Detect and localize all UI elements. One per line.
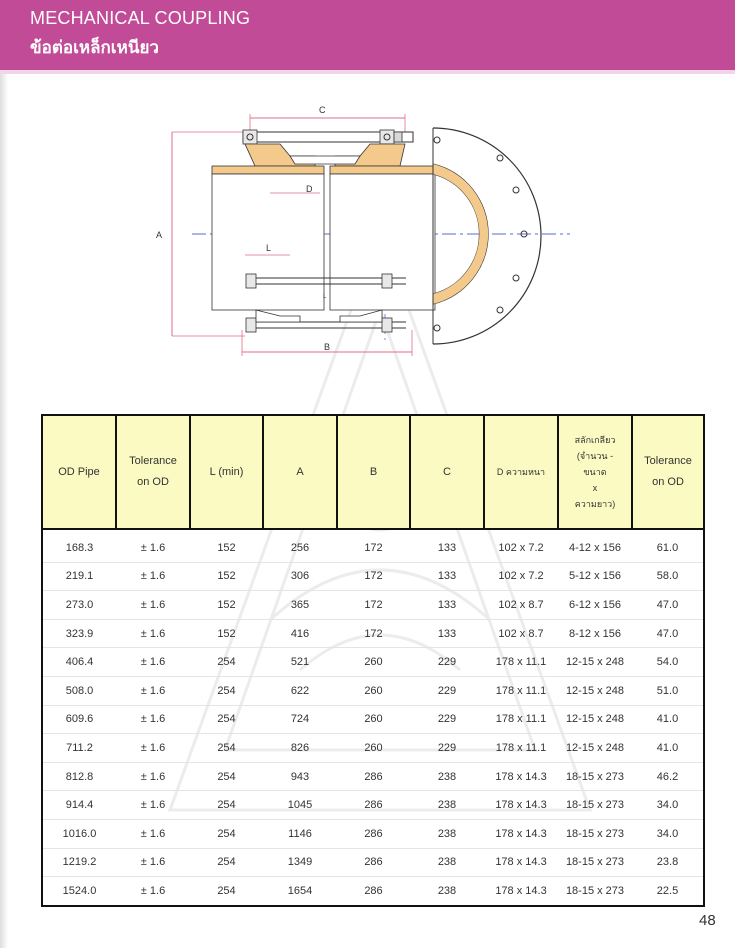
- table-cell: 152: [190, 591, 263, 620]
- table-cell: 12-15 x 248: [558, 705, 632, 734]
- table-cell: 18-15 x 273: [558, 848, 632, 877]
- column-header: B: [337, 415, 410, 529]
- table-cell: 168.3: [42, 529, 116, 562]
- table-cell: 34.0: [632, 819, 704, 848]
- table-cell: 178 x 14.3: [484, 877, 558, 906]
- table-cell: 22.5: [632, 877, 704, 906]
- table-cell: 152: [190, 619, 263, 648]
- table-cell: 238: [410, 848, 484, 877]
- table-cell: 254: [190, 791, 263, 820]
- table-cell: 1654: [263, 877, 337, 906]
- table-cell: 34.0: [632, 791, 704, 820]
- table-cell: 219.1: [42, 562, 116, 591]
- page-number: 48: [699, 912, 716, 929]
- table-cell: 273.0: [42, 591, 116, 620]
- table-cell: 260: [337, 676, 410, 705]
- table-cell: 133: [410, 591, 484, 620]
- table-row: [42, 619, 704, 648]
- table-cell: ± 1.6: [116, 529, 190, 562]
- dimension-l-small-label: L: [323, 294, 327, 300]
- table-cell: 5-12 x 156: [558, 562, 632, 591]
- table-cell: 23.8: [632, 848, 704, 877]
- dimension-d-label: D: [306, 184, 313, 194]
- table-cell: 260: [337, 734, 410, 763]
- table-cell: 4-12 x 156: [558, 529, 632, 562]
- table-cell: 254: [190, 705, 263, 734]
- table-cell: 622: [263, 676, 337, 705]
- table-cell: 172: [337, 619, 410, 648]
- table-cell: 254: [190, 848, 263, 877]
- page-edge-shadow: [0, 74, 8, 948]
- table-cell: ± 1.6: [116, 734, 190, 763]
- table-cell: 152: [190, 562, 263, 591]
- table-cell: 1349: [263, 848, 337, 877]
- table-cell: 18-15 x 273: [558, 762, 632, 791]
- table-cell: 133: [410, 562, 484, 591]
- table-cell: 102 x 8.7: [484, 619, 558, 648]
- table-cell: 178 x 11.1: [484, 705, 558, 734]
- coupling-diagram: [150, 100, 570, 360]
- column-header: OD Pipe: [42, 415, 116, 529]
- table-cell: ± 1.6: [116, 762, 190, 791]
- table-row: [42, 648, 704, 677]
- table-cell: 133: [410, 529, 484, 562]
- dimension-a-label: A: [156, 230, 163, 240]
- table-cell: 172: [337, 529, 410, 562]
- table-cell: 12-15 x 248: [558, 734, 632, 763]
- table-cell: 254: [190, 762, 263, 791]
- table-cell: 172: [337, 562, 410, 591]
- table-cell: 178 x 14.3: [484, 848, 558, 877]
- table-row: [42, 676, 704, 705]
- column-header: C: [410, 415, 484, 529]
- table-cell: 102 x 8.7: [484, 591, 558, 620]
- table-cell: 41.0: [632, 705, 704, 734]
- column-header: สลักเกลียว (จำนวน - ขนาด x ความยาว): [558, 415, 632, 529]
- table-cell: 229: [410, 648, 484, 677]
- table-cell: 178 x 11.1: [484, 734, 558, 763]
- table-cell: 178 x 11.1: [484, 676, 558, 705]
- page-title: MECHANICAL COUPLING: [30, 8, 251, 28]
- table-cell: 286: [337, 848, 410, 877]
- table-cell: 508.0: [42, 676, 116, 705]
- table-cell: 286: [337, 819, 410, 848]
- table-cell: 178 x 14.3: [484, 819, 558, 848]
- table-row: [42, 591, 704, 620]
- table-cell: 178 x 14.3: [484, 791, 558, 820]
- table-cell: 8-12 x 156: [558, 619, 632, 648]
- table-cell: 172: [337, 591, 410, 620]
- table-cell: 46.2: [632, 762, 704, 791]
- table-row: [42, 819, 704, 848]
- table-cell: ± 1.6: [116, 819, 190, 848]
- table-header: [42, 415, 704, 529]
- table-cell: 1045: [263, 791, 337, 820]
- table-cell: 238: [410, 819, 484, 848]
- column-header: D ความหนา: [484, 415, 558, 529]
- table-cell: 943: [263, 762, 337, 791]
- table-cell: 1016.0: [42, 819, 116, 848]
- table-cell: 152: [190, 529, 263, 562]
- table-cell: 51.0: [632, 676, 704, 705]
- dimension-c-label: C: [319, 105, 326, 115]
- table-cell: 1524.0: [42, 877, 116, 906]
- table-cell: 12-15 x 248: [558, 648, 632, 677]
- table-cell: ± 1.6: [116, 705, 190, 734]
- table-cell: 256: [263, 529, 337, 562]
- table-cell: ± 1.6: [116, 791, 190, 820]
- table-cell: 229: [410, 676, 484, 705]
- table-cell: ± 1.6: [116, 676, 190, 705]
- table-row: [42, 762, 704, 791]
- table-body: [42, 529, 704, 906]
- table-cell: 102 x 7.2: [484, 529, 558, 562]
- page-header: [0, 0, 735, 70]
- table-cell: 47.0: [632, 619, 704, 648]
- table-cell: 133: [410, 619, 484, 648]
- table-row: [42, 877, 704, 906]
- table-cell: 711.2: [42, 734, 116, 763]
- table-cell: 54.0: [632, 648, 704, 677]
- dimension-b-label: B: [324, 342, 331, 352]
- table-cell: 521: [263, 648, 337, 677]
- table-cell: 61.0: [632, 529, 704, 562]
- table-cell: ± 1.6: [116, 877, 190, 906]
- table-cell: 12-15 x 248: [558, 676, 632, 705]
- column-header: Tolerance on OD: [116, 415, 190, 529]
- table-cell: 914.4: [42, 791, 116, 820]
- table-cell: 238: [410, 762, 484, 791]
- table-cell: 812.8: [42, 762, 116, 791]
- table-cell: 286: [337, 762, 410, 791]
- table-cell: 238: [410, 877, 484, 906]
- table-cell: 260: [337, 705, 410, 734]
- table-row: [42, 562, 704, 591]
- table-row: [42, 529, 704, 562]
- table-cell: ± 1.6: [116, 562, 190, 591]
- table-cell: ± 1.6: [116, 848, 190, 877]
- table-cell: 406.4: [42, 648, 116, 677]
- table-row: [42, 734, 704, 763]
- specification-table: [41, 414, 705, 907]
- table-cell: 254: [190, 877, 263, 906]
- table-cell: 1146: [263, 819, 337, 848]
- table-cell: 260: [337, 648, 410, 677]
- table-cell: 286: [337, 877, 410, 906]
- table-cell: 178 x 11.1: [484, 648, 558, 677]
- table-cell: 254: [190, 734, 263, 763]
- table-cell: 609.6: [42, 705, 116, 734]
- page-subtitle-thai: ข้อต่อเหล็กเหนียว: [30, 38, 159, 58]
- table-cell: 18-15 x 273: [558, 791, 632, 820]
- table-cell: 254: [190, 819, 263, 848]
- table-cell: 18-15 x 273: [558, 819, 632, 848]
- table-cell: 47.0: [632, 591, 704, 620]
- table-cell: 18-15 x 273: [558, 877, 632, 906]
- table-cell: 826: [263, 734, 337, 763]
- header-divider: [0, 70, 735, 74]
- table-row: [42, 791, 704, 820]
- dimension-l-label: L: [266, 243, 272, 253]
- table-row: [42, 705, 704, 734]
- table-cell: 102 x 7.2: [484, 562, 558, 591]
- table-cell: ± 1.6: [116, 619, 190, 648]
- table-cell: 238: [410, 791, 484, 820]
- table-cell: 254: [190, 648, 263, 677]
- column-header: L (min): [190, 415, 263, 529]
- table-cell: 365: [263, 591, 337, 620]
- table-cell: 254: [190, 676, 263, 705]
- table-cell: 6-12 x 156: [558, 591, 632, 620]
- table-cell: 286: [337, 791, 410, 820]
- table-cell: 416: [263, 619, 337, 648]
- table-cell: ± 1.6: [116, 591, 190, 620]
- table-cell: 41.0: [632, 734, 704, 763]
- table-row: [42, 848, 704, 877]
- column-header: A: [263, 415, 337, 529]
- table-cell: 178 x 14.3: [484, 762, 558, 791]
- table-cell: 229: [410, 705, 484, 734]
- column-header: Tolerance on OD: [632, 415, 704, 529]
- table-cell: 58.0: [632, 562, 704, 591]
- table-cell: 323.9: [42, 619, 116, 648]
- table-cell: 229: [410, 734, 484, 763]
- table-cell: 1219.2: [42, 848, 116, 877]
- table-cell: 306: [263, 562, 337, 591]
- table-cell: 724: [263, 705, 337, 734]
- table-cell: ± 1.6: [116, 648, 190, 677]
